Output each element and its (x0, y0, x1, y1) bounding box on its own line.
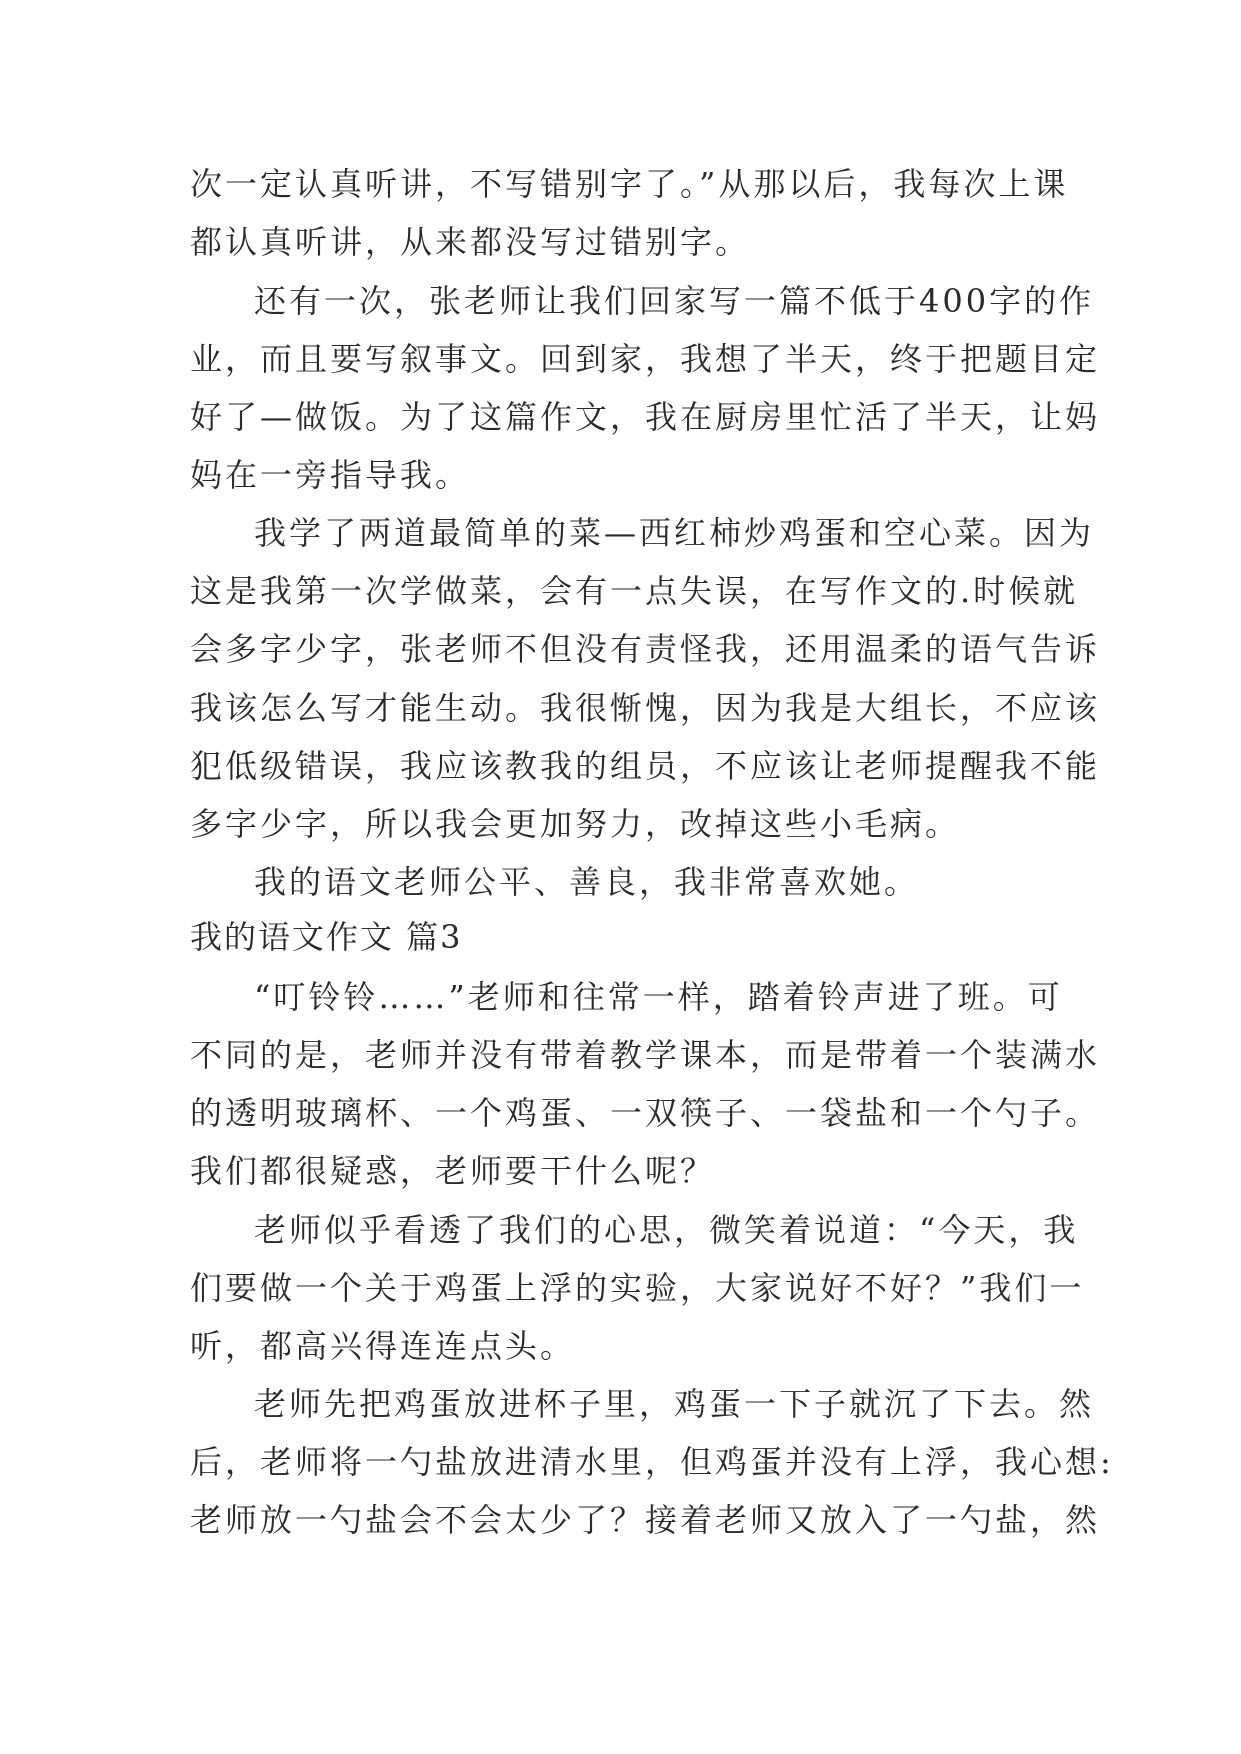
paragraph-start-line: 老师先把鸡蛋放进杯子里，鸡蛋一下子就沉了下去。然 (254, 1385, 1095, 1423)
text-line: 多字少字，所以我会更加努力，改掉这些小毛病。 (190, 805, 961, 843)
text-line: 会多字少字，张老师不但没有责怪我，还用温柔的语气告诉 (190, 630, 1101, 668)
text-line: 都认真听讲，从来都没写过错别字。 (190, 223, 751, 261)
paragraph-start-line: 我学了两道最简单的菜—西红柿炒鸡蛋和空心菜。因为 (254, 514, 1095, 552)
text-line: 的透明玻璃杯、一个鸡蛋、一双筷子、一袋盐和一个勺子。 (190, 1094, 1101, 1132)
paragraph-start-line: 还有一次，张老师让我们回家写一篇不低于400字的作 (254, 282, 1095, 320)
text-line: 不同的是，老师并没有带着教学课本，而是带着一个装满水 (190, 1036, 1101, 1074)
text-line: 我该怎么写才能生动。我很惭愧，因为我是大组长，不应该 (190, 689, 1101, 727)
text-line: 业，而且要写叙事文。回到家，我想了半天，终于把题目定 (190, 340, 1101, 378)
paragraph-start-line: “叮铃铃……”老师和往常一样，踏着铃声进了班。可 (254, 978, 1063, 1016)
text-line: 们要做一个关于鸡蛋上浮的实验，大家说好不好？”我们一 (190, 1269, 1085, 1307)
text-line: 老师放一勺盐会不会太少了？接着老师又放入了一勺盐，然 (190, 1501, 1101, 1539)
paragraph-start-line: 我的语文老师公平、善良，我非常喜欢她。 (254, 863, 920, 901)
text-line: 好了—做饭。为了这篇作文，我在厨房里忙活了半天，让妈 (190, 398, 1101, 436)
text-line: 次一定认真听讲，不写错别字了。”从那以后，我每次上课 (190, 165, 1069, 203)
text-line: 听，都高兴得连连点头。 (190, 1327, 576, 1365)
text-line: 我们都很疑惑，老师要干什么呢？ (190, 1152, 716, 1190)
text-line: 这是我第一次学做菜，会有一点失误，在写作文的.时候就 (190, 572, 1079, 610)
text-line: 犯低级错误，我应该教我的组员，不应该让老师提醒我不能 (190, 747, 1101, 785)
text-line: 后，老师将一勺盐放进清水里，但鸡蛋并没有上浮，我心想: (190, 1443, 1114, 1481)
section-title: 我的语文作文 篇3 (190, 918, 463, 956)
paragraph-start-line: 老师似乎看透了我们的心思，微笑着说道：“今天，我 (254, 1211, 1079, 1249)
text-line: 妈在一旁指导我。 (190, 456, 471, 494)
